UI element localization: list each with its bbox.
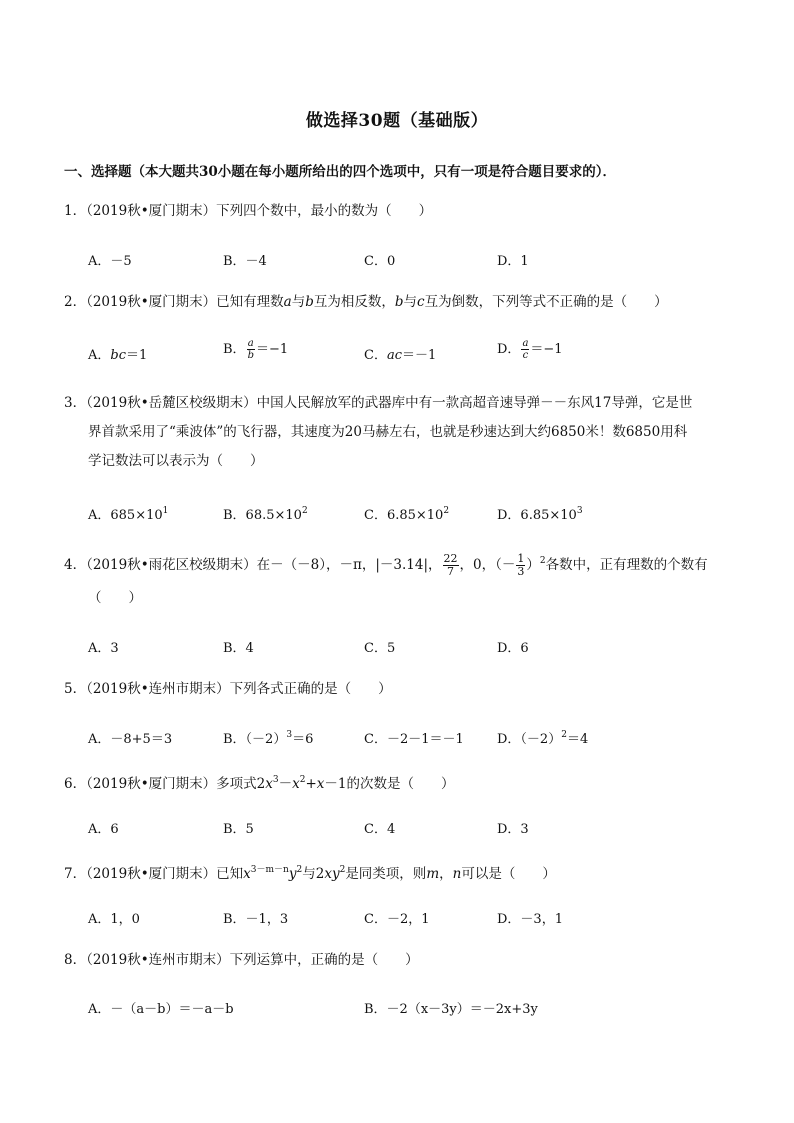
- question-3-options: [88, 504, 748, 526]
- option-b[interactable]: B．－2（x－3y）＝－2x+3y: [364, 1002, 538, 1017]
- option-d[interactable]: D． $\frac{a}{c}$ ＝−1: [497, 338, 563, 361]
- option-a[interactable]: A．－8+5＝3: [88, 732, 173, 747]
- question-6: 6．（2019秋•厦门期末）多项式$2x^3-x^2+x-1$的次数是（ ）: [64, 775, 455, 792]
- option-a[interactable]: A．3: [88, 641, 119, 656]
- option-a[interactable]: A．bc＝1: [88, 348, 148, 363]
- question-2: 2．（2019秋•厦门期末）已知有理数a与b互为相反数，b与c互为倒数，下列等式不正确的是（ ）: [64, 294, 668, 310]
- page-title: 做选择30题（基础版）: [305, 111, 489, 131]
- question-7-options: [88, 908, 748, 930]
- question-7: 7．（2019秋•厦门期末）已知$x^{3-m-n}y^2$与$2xy^2$是同类项，则m，n可以是（ ）: [64, 865, 556, 882]
- option-c[interactable]: C．ac＝－1: [364, 348, 437, 363]
- question-6-options: [88, 818, 748, 840]
- option-d[interactable]: D．6: [497, 641, 529, 656]
- question-3: 3．（2019秋•岳麓区校级期末）中国人民解放军的武器库中有一款高超音速导弹－－东风17导弹，它是世 界首款采用了“乘波体”的飞行器，其速度为20马赫左右，也就是秒速达到大约6850米！数6850用科 学记数法可以表示为（ ）: [64, 395, 693, 469]
- option-d[interactable]: D．$(-2)^2=4$: [497, 730, 589, 747]
- option-c[interactable]: C．0: [364, 254, 396, 269]
- question-5-options: [88, 728, 748, 750]
- option-a[interactable]: A．6: [88, 822, 119, 837]
- question-8: 8．（2019秋•连州市期末）下列运算中，正确的是（ ）: [64, 952, 419, 968]
- option-a[interactable]: A．－（a－b）＝－a－b: [88, 1002, 234, 1017]
- option-c[interactable]: C．－2，1: [364, 912, 430, 927]
- option-b[interactable]: B．5: [223, 822, 254, 837]
- option-c[interactable]: C．4: [364, 822, 396, 837]
- question-4: 4．（2019秋•雨花区校级期末）在－（－8），－π，|－3.14|， $\frac{22}{7}$ ，0，（－ $\frac{1}{3}$ ）$^2$各数中，正有理数的个数有 （ ）: [64, 552, 708, 606]
- option-c[interactable]: C．$6.85\times 10^2$: [364, 506, 450, 523]
- question-8-options: [88, 998, 748, 1020]
- option-b[interactable]: B．－1，3: [223, 912, 289, 927]
- option-a[interactable]: A．1，0: [88, 912, 140, 927]
- question-4-options: [88, 637, 748, 659]
- question-1-options: [88, 250, 748, 272]
- option-b[interactable]: B．$(-2)^3=6$: [223, 730, 314, 747]
- option-d[interactable]: D．$6.85\times 10^3$: [497, 506, 583, 523]
- option-b[interactable]: B． $\frac{a}{b}$ ＝−1: [223, 338, 289, 361]
- option-d[interactable]: D．3: [497, 822, 529, 837]
- option-a[interactable]: A．－5: [88, 254, 132, 269]
- option-d[interactable]: D．－3，1: [497, 912, 563, 927]
- question-1: 1．（2019秋•厦门期末）下列四个数中，最小的数为（ ）: [64, 203, 433, 219]
- option-c[interactable]: C．－2－1＝－1: [364, 732, 464, 747]
- question-5: 5．（2019秋•连州市期末）下列各式正确的是（ ）: [64, 681, 392, 697]
- section-heading: 一、选择题（本大题共30小题在每小题所给出的四个选项中，只有一项是符合题目要求的）．: [64, 164, 617, 180]
- option-a[interactable]: A．$685\times 10^1$: [88, 506, 169, 523]
- option-c[interactable]: C．5: [364, 641, 396, 656]
- question-2-options: [88, 340, 748, 362]
- option-b[interactable]: B．4: [223, 641, 254, 656]
- option-d[interactable]: D．1: [497, 254, 529, 269]
- option-b[interactable]: B．－4: [223, 254, 267, 269]
- option-b[interactable]: B．$68.5\times 10^2$: [223, 506, 308, 523]
